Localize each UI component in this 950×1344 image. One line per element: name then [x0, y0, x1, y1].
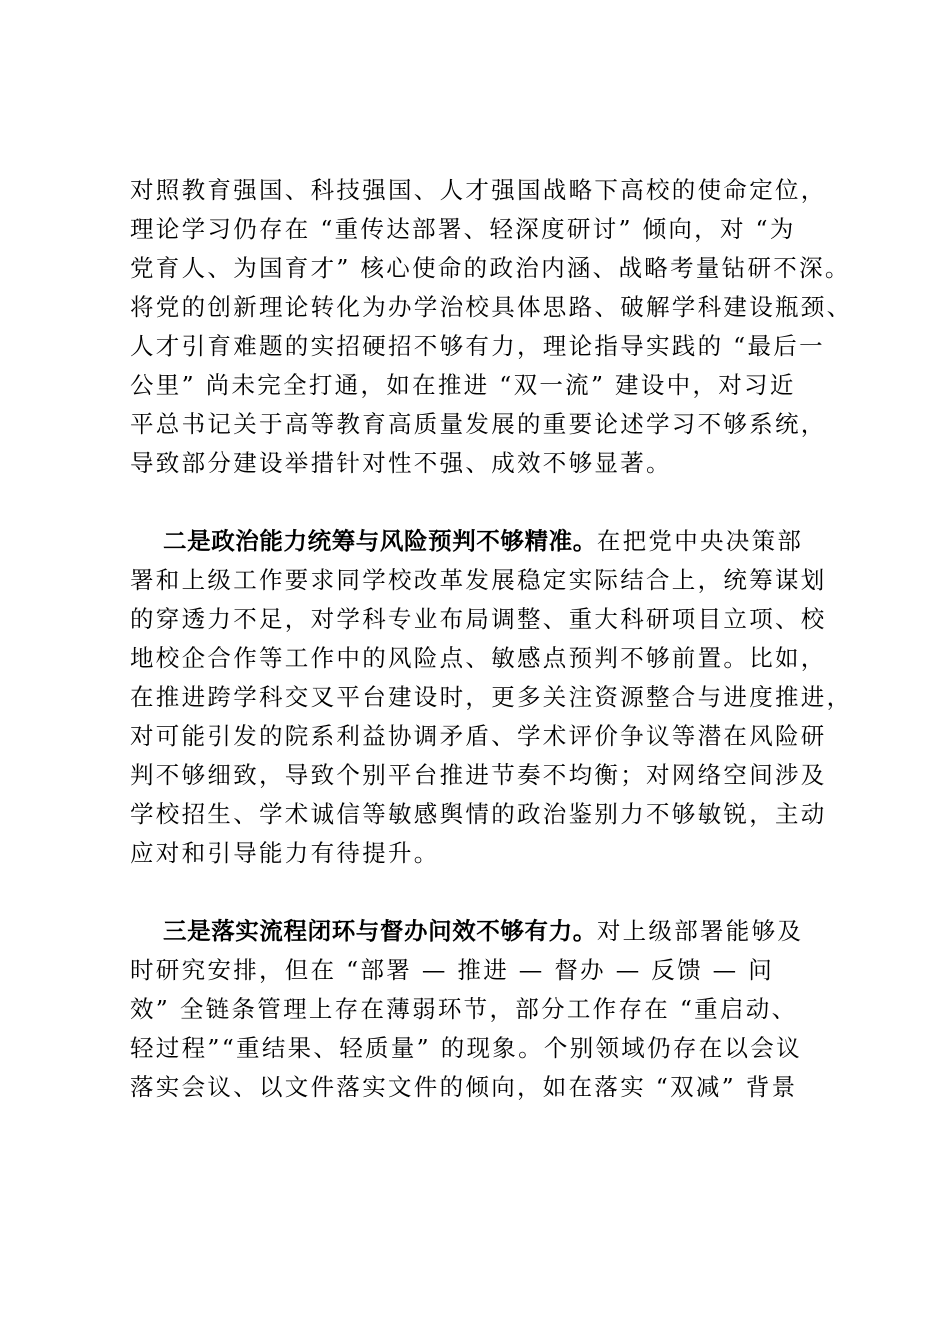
- text-line: 落实会议、以文件落实文件的倾向，如在落实 “双减” 背景: [130, 1073, 798, 1101]
- text-line: 的穿透力不足，对学科专业布局调整、重大科研项目立项、校: [130, 605, 827, 633]
- text-line: 人才引育难题的实招硬招不够有力，理论指导实践的 “最后一: [130, 332, 825, 360]
- text-line: 时研究安排，但在 “部署 — 推进 — 督办 — 反馈 — 问: [130, 956, 775, 984]
- text-line: 在推进跨学科交叉平台建设时，更多关注资源整合与进度推进，: [130, 683, 853, 711]
- text-line: 导致部分建设举措针对性不强、成效不够显著。: [130, 449, 672, 477]
- text-line: 效” 全链条管理上存在薄弱环节，部分工作存在 “重启动、: [130, 995, 798, 1023]
- text-line: 将党的创新理论转化为办学治校具体思路、破解学科建设瓶颈、: [130, 293, 853, 321]
- paragraph-heading: 二是政治能力统筹与风险预判不够精准。: [163, 527, 597, 555]
- text-line: 轻过程”“重结果、轻质量” 的现象。个别领域仍存在以会议: [130, 1034, 802, 1062]
- paragraph-first-line: [163, 912, 883, 951]
- paragraph-heading: 三是落实流程闭环与督办问效不够有力。: [163, 917, 597, 945]
- text-line: 学校招生、学术诚信等敏感舆情的政治鉴别力不够敏锐，主动: [130, 800, 827, 828]
- text-line: 对可能引发的院系利益协调矛盾、学术评价争议等潜在风险研: [130, 722, 827, 750]
- text-line: 判不够细致，导致个别平台推进节奏不均衡；对网络空间涉及: [130, 761, 827, 789]
- text-span: 在把党中央决策部: [596, 527, 804, 555]
- text-line: 公里” 尚未完全打通，如在推进 “双一流” 建设中，对习近: [130, 371, 796, 399]
- text-line: 平总书记关于高等教育高质量发展的重要论述学习不够系统，: [130, 410, 827, 438]
- text-line: 对照教育强国、科技强国、人才强国战略下高校的使命定位，: [130, 176, 827, 204]
- text-line: 应对和引导能力有待提升。: [130, 839, 440, 867]
- text-line: 地校企合作等工作中的风险点、敏感点预判不够前置。比如，: [130, 644, 827, 672]
- text-span: 对上级部署能够及: [596, 917, 804, 945]
- text-line: 理论学习仍存在 “重传达部署、轻深度研讨” 倾向，对 “为: [130, 215, 796, 243]
- text-line: 署和上级工作要求同学校改革发展稳定实际结合上，统筹谋划: [130, 566, 827, 594]
- text-line: 党育人、为国育才” 核心使命的政治内涵、战略考量钻研不深。: [130, 254, 851, 282]
- paragraph-first-line: [163, 522, 883, 561]
